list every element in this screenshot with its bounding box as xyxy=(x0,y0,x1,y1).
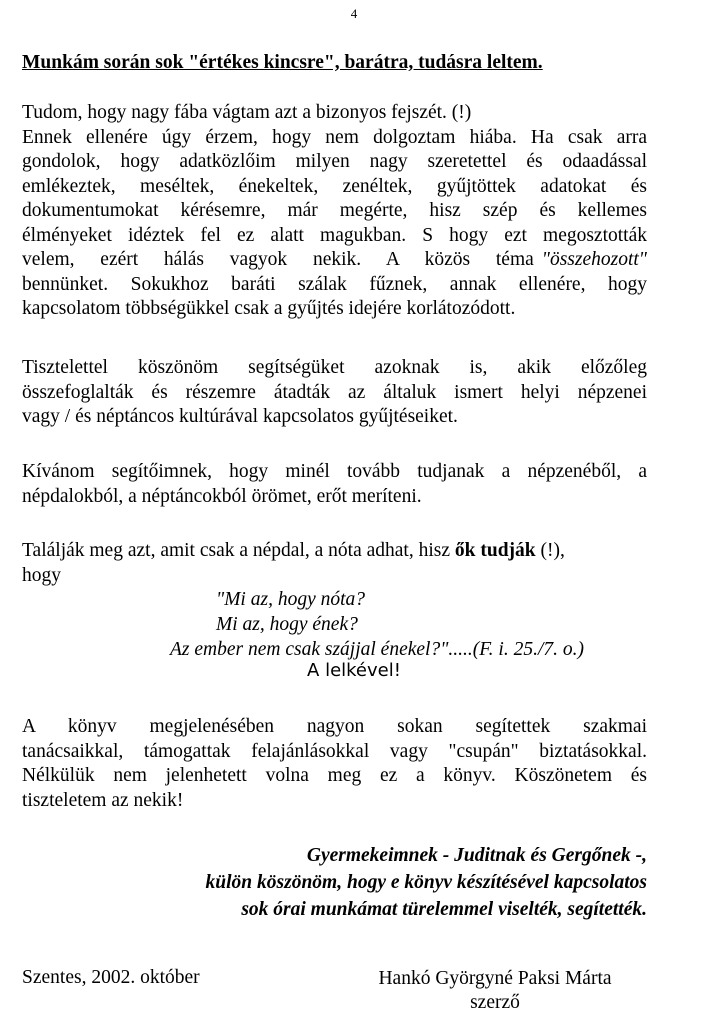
text-line xyxy=(22,539,647,564)
text-segment: (!), xyxy=(540,540,565,561)
text-line: gondolok, hogy adatközlőim milyen nagy szeretettel és odaadással xyxy=(22,151,647,172)
paragraph-intro xyxy=(22,101,647,322)
paragraph-acknowledgement xyxy=(22,715,647,813)
author-name: Hankó Györgyné Paksi Márta xyxy=(378,968,612,989)
poem-line: Az ember nem csak szájjal énekel?".....(F. i. 25./7. o.) xyxy=(170,639,584,660)
poem-line: Mi az, hogy ének? xyxy=(216,614,358,635)
paragraph-thanks xyxy=(22,356,647,430)
text-line: Tisztelettel köszönöm segítségüket azoknak is, akik előzőleg xyxy=(22,357,647,378)
text-line: Ennek ellenére úgy érzem, hogy nem dolgoztam hiába. Ha csak arra xyxy=(22,126,647,148)
page-number: 4 xyxy=(350,6,358,21)
author-role: szerző xyxy=(470,992,520,1013)
text-segment: velem, ezért hálás vagyok nekik. A közös téma xyxy=(22,249,534,270)
text-line: összefoglalták és részemre átadták az általuk ismert helyi népzenei xyxy=(22,381,647,403)
text-line: Nélkülük nem jelenhetett volna meg ez a könyv. Köszönetem és xyxy=(22,765,647,786)
text-line: Kívánom segítőimnek, hogy minél tovább tudjanak a népzenéből, a xyxy=(22,461,647,482)
text-line: A könyv megjelenésében nagyon sokan segítettek szakmai xyxy=(22,716,647,737)
text-segment: Találják meg azt, amit csak a népdal, a nóta adhat, hisz xyxy=(22,540,451,561)
dedication-line: külön köszönöm, hogy e könyv készítésével kapcsolatos xyxy=(205,872,647,893)
dedication-line: Gyermekeimnek - Juditnak és Gergőnek -, xyxy=(306,845,647,866)
paragraph-wish xyxy=(22,460,647,509)
quoted-word: "összehozott" xyxy=(541,249,647,270)
emphasis: ők tudják xyxy=(454,540,536,561)
poem-line: "Mi az, hogy nóta? xyxy=(216,589,366,610)
dedication-line: sok órai munkámat türelemmel viselték, segítették. xyxy=(241,899,647,920)
paragraph-find xyxy=(22,539,647,588)
text-line: tanácsaikkal, támogattak felajánlásokkal vagy "csupán" biztatásokkal. xyxy=(22,740,647,762)
poem-answer: A lelkével! xyxy=(307,660,401,681)
text-line: kapcsolatom többségükkel csak a gyűjtés idejére korlátozódott. xyxy=(22,298,516,319)
place-date: Szentes, 2002. október xyxy=(22,967,200,988)
text-line: tiszteletem az nekik! xyxy=(22,789,184,811)
text-line: népdalokból, a néptáncokból örömet, erőt meríteni. xyxy=(22,485,422,507)
text-line: hogy xyxy=(22,564,61,586)
text-line: Tudom, hogy nagy fába vágtam azt a bizonyos fejszét. (!) xyxy=(22,102,472,123)
text-line xyxy=(22,248,647,273)
text-line: emlékeztek, meséltek, énekeltek, zenéltek, gyűjtöttek adatokat és xyxy=(22,175,647,197)
section-heading: Munkám során sok "értékes kincsre", barátra, tudásra leltem. xyxy=(22,52,543,73)
dedication xyxy=(22,842,647,923)
text-line: dokumentumokat kérésemre, már megérte, hisz szép és kellemes xyxy=(22,200,647,221)
text-line: vagy / és néptáncos kultúrával kapcsolatos gyűjtéseiket. xyxy=(22,406,458,427)
text-line: bennünket. Sokukhoz baráti szálak fűznek, annak ellenére, hogy xyxy=(22,273,647,295)
signature-block xyxy=(352,967,638,1015)
text-line: élményeket idéztek fel ez alatt magukban. S hogy ezt megosztották xyxy=(22,224,647,246)
